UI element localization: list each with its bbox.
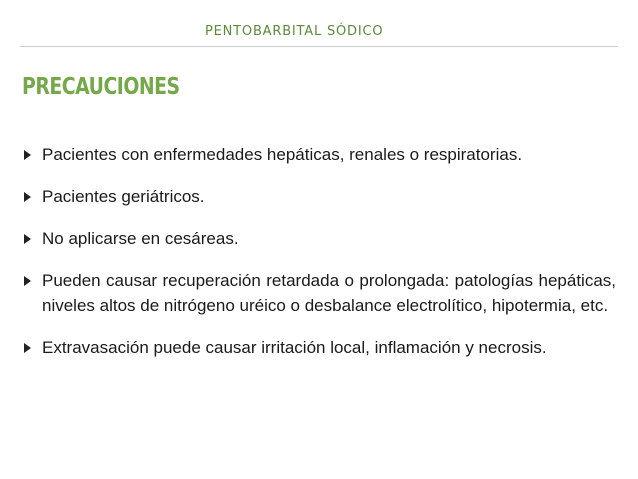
- list-item: [22, 142, 616, 167]
- slide-header: PENTOBARBITAL SÓDICO: [205, 24, 384, 39]
- list-item: [22, 184, 616, 209]
- triangle-bullet-icon: [24, 343, 31, 353]
- list-item-text: Extravasación puede causar irritación local, inflamación y necrosis.: [42, 338, 547, 357]
- triangle-bullet-icon: [24, 276, 31, 286]
- list-item-text: Pacientes geriátricos.: [42, 187, 205, 206]
- list-item-text: Pueden causar recuperación retardada o prolongada: patologías hepáticas, niveles altos de nitrógeno uréico o desbalance electrolítico, hipotermia, etc.: [42, 271, 616, 315]
- list-item-text: Pacientes con enfermedades hepáticas, renales o respiratorias.: [42, 145, 523, 164]
- slide-title: PRECAUCIONES: [22, 74, 180, 100]
- list-item: [22, 226, 616, 251]
- list-item-text: No aplicarse en cesáreas.: [42, 229, 239, 248]
- list-item: [22, 268, 616, 318]
- triangle-bullet-icon: [24, 234, 31, 244]
- header-divider: [20, 46, 618, 47]
- bullet-list: [22, 142, 616, 377]
- triangle-bullet-icon: [24, 150, 31, 160]
- triangle-bullet-icon: [24, 192, 31, 202]
- list-item: [22, 335, 616, 360]
